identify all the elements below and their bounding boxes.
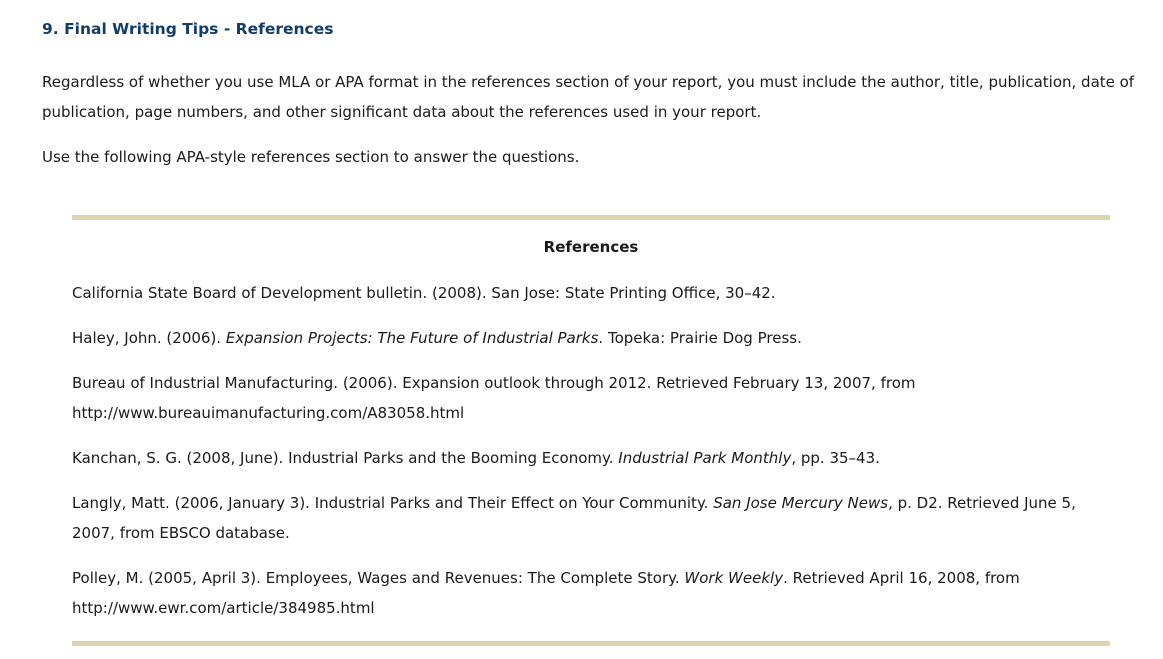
references-title: References [543,238,639,256]
reference-source-italic: Work Weekly [684,569,784,587]
instruction-paragraph: Use the following APA-style references section to answer the questions. [42,148,580,166]
heading-separator: - [218,20,236,38]
reference-text-after: . Retrieved April 16, 2008, from http://www.ewr.com/article/384985.html [72,569,1020,617]
reference-source-italic: Expansion Projects: The Future of Industrial Parks [225,329,599,347]
page-heading [42,19,333,39]
references-box [72,215,1110,646]
reference-text-after: . Topeka: Prairie Dog Press. [598,329,802,347]
reference-text: Haley, John. (2006). [72,329,226,347]
reference-text: Polley, M. (2005, April 3). Employees, Wages and Revenues: The Complete Story. [72,569,685,587]
reference-source-italic: Industrial Park Monthly [618,449,792,467]
reference-text: California State Board of Development bulletin. (2008). San Jose: State Printing Office, 30–42. [72,284,776,302]
reference-text: Bureau of Industrial Manufacturing. (2006). Expansion outlook through 2012. Retrieved February 13, 2007, from http://www.bureauimanufacturing.com/A83058.html [72,374,916,422]
intro-paragraph: Regardless of whether you use MLA or APA format in the references section of your report, you must include the author, title, publication, date of publication, page numbers, and other significant data about the references used in your report. [42,73,1135,121]
reference-source-italic: San Jose Mercury News [713,494,889,512]
reference-entry [72,278,1110,308]
heading-number: 9. Final Writing Tips [42,20,219,38]
reference-entry [72,368,952,428]
reference-entry [72,488,1110,548]
reference-text-after: , p. D2. Retrieved June 5, 2007, from EBSCO database. [72,494,1076,542]
reference-text: Langly, Matt. (2006, January 3). Industrial Parks and Their Effect on Your Community. [72,494,714,512]
reference-entry [72,563,1062,623]
reference-text: Kanchan, S. G. (2008, June). Industrial Parks and the Booming Economy. [72,449,619,467]
reference-entry [72,443,1110,473]
heading-title: References [235,20,334,38]
reference-entry [72,323,1110,353]
reference-text-after: , pp. 35–43. [791,449,880,467]
